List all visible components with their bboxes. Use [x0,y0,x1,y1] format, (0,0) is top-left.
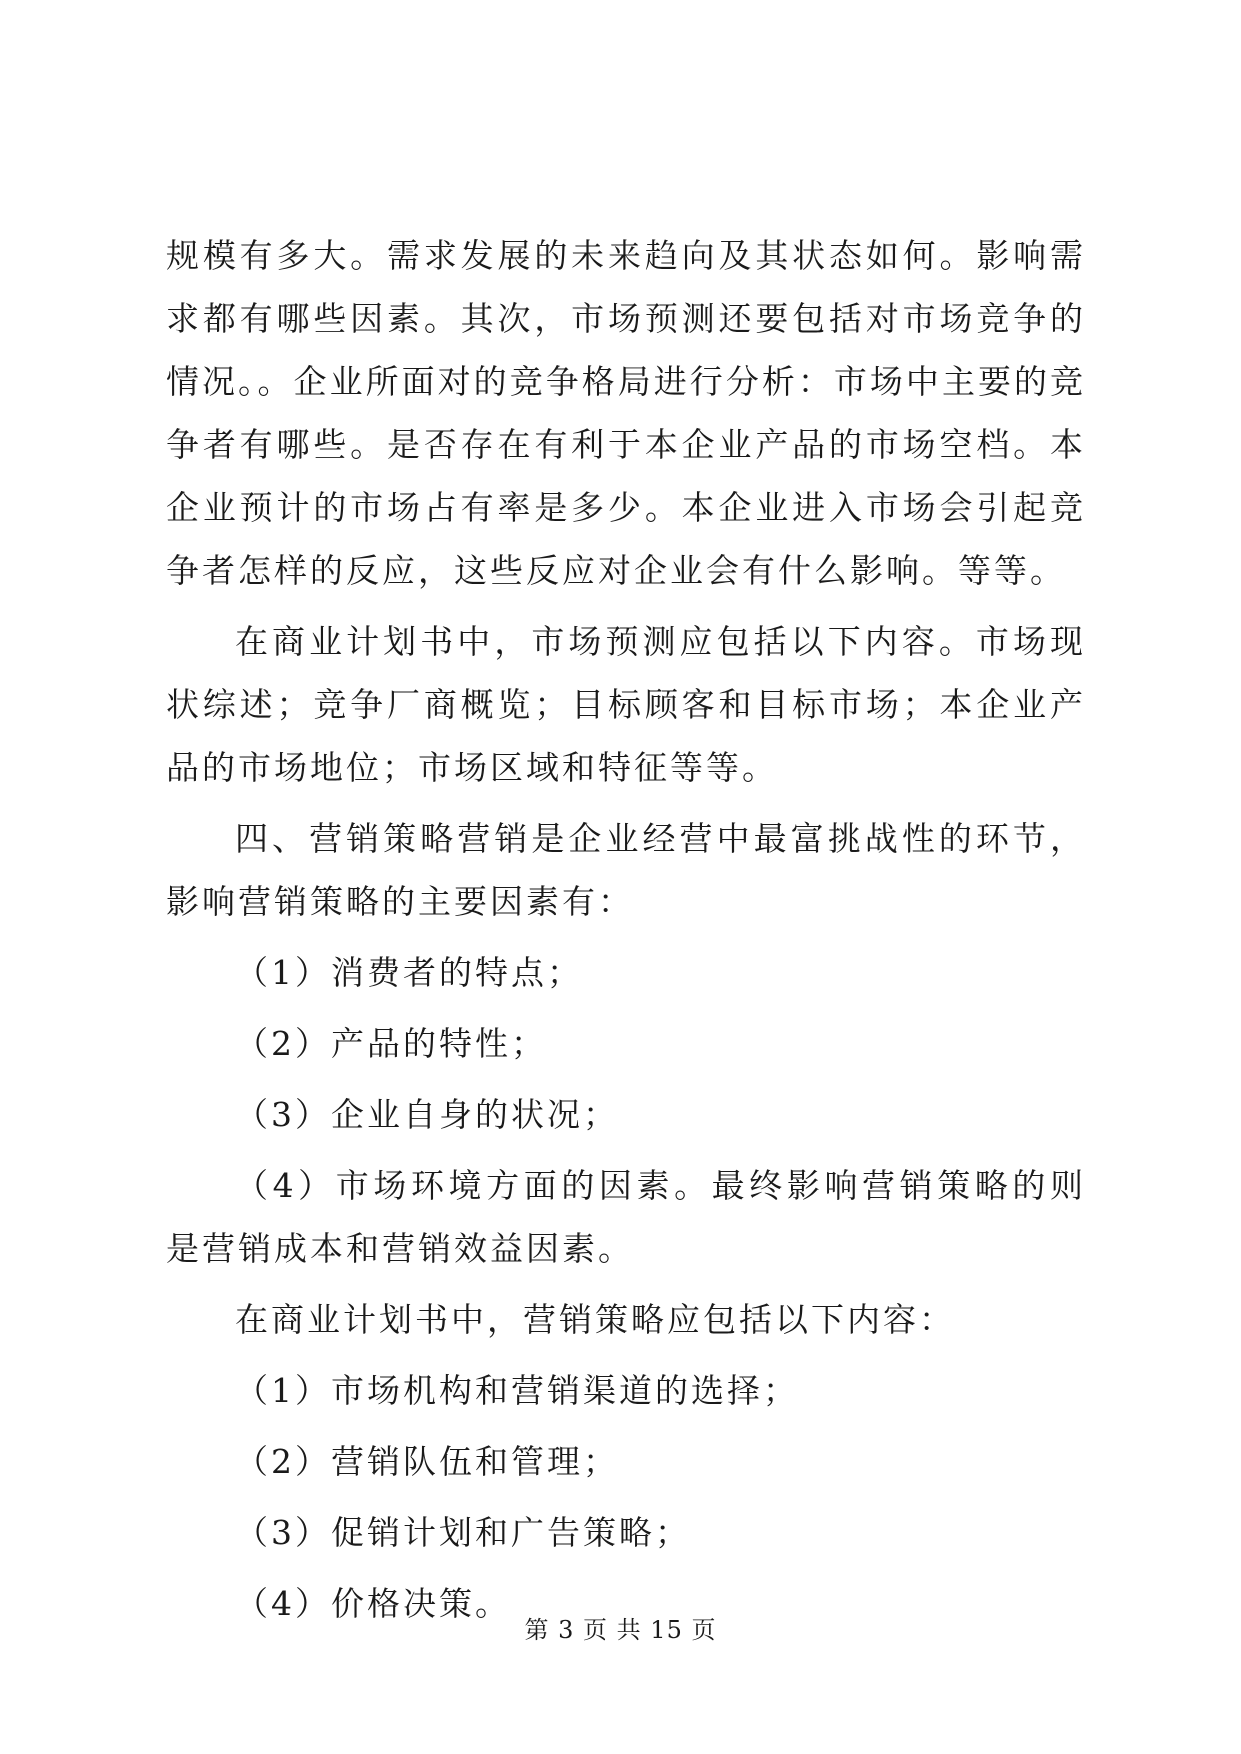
paragraph-market-forecast: 在商业计划书中，市场预测应包括以下内容。市场现状综述；竞争厂商概览；目标顾客和目标市场；本企业产品的市场地位；市场区域和特征等等。 [166,622,1086,787]
list-item-content-4: （4）价格决策。 [235,1584,511,1623]
paragraph-continued: 规模有多大。需求发展的未来趋向及其状态如何。影响需求都有哪些因素。其次，市场预测还要包括对市场竞争的情况。。企业所面对的竞争格局进行分析：市场中主要的竞争者有哪些。是否存在有利于本企业产品的市场空档。本企业预计的市场占有率是多少。本企业进入市场会引起竞争者怎样的反应，这些反应对企业会有什么影响。等等。 [166,236,1086,590]
list-item-content-1: （1）市场机构和营销渠道的选择； [235,1371,799,1410]
list-item-factor-3: （3）企业自身的状况； [235,1095,619,1134]
body-text [166,224,1086,1635]
list-item-factor-4: （4）市场环境方面的因素。最终影响营销策略的则是营销成本和营销效益因素。 [166,1166,1086,1268]
page-number-footer: 第 3 页 共 15 页 [524,1616,717,1644]
paragraph-marketing-strategy-heading: 四、营销策略营销是企业经营中最富挑战性的环节，影响营销策略的主要因素有： [166,819,1086,921]
list-item-factor-1: （1）消费者的特点； [235,953,583,992]
list-item-content-2: （2）营销队伍和管理； [235,1442,619,1481]
paragraph-strategy-contents: 在商业计划书中，营销策略应包括以下内容： [235,1300,955,1339]
list-item-content-3: （3）促销计划和广告策略； [235,1513,691,1552]
list-item-factor-2: （2）产品的特性； [235,1024,547,1063]
